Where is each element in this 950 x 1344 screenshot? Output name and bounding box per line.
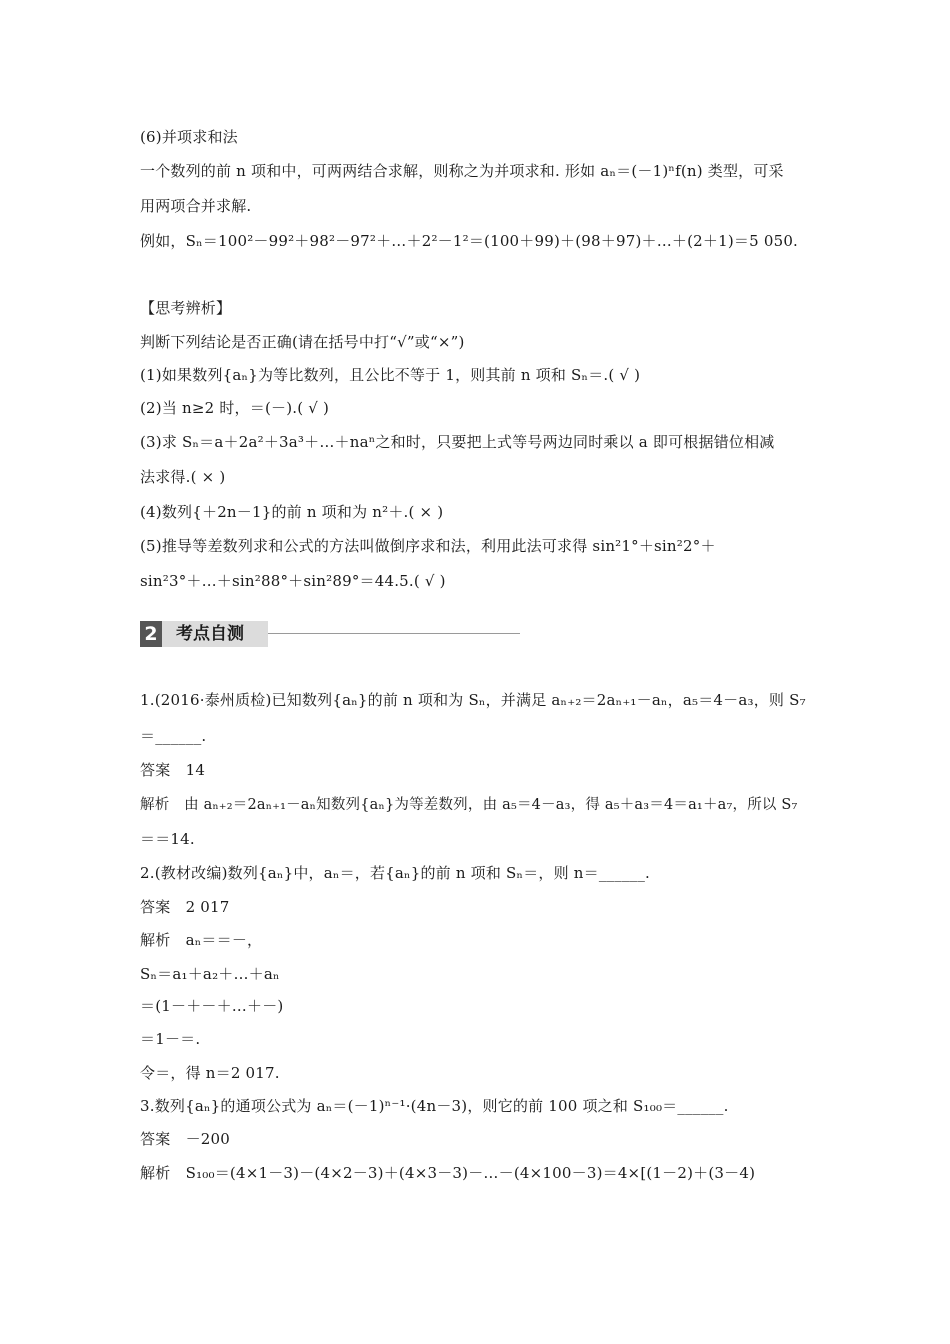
q3-answer: 答案 －200	[140, 1130, 231, 1148]
think-item-5: (5)推导等差数列求和公式的方法叫做倒序求和法，利用此法可求得 sin²1°＋sin²2°＋	[140, 537, 716, 555]
q2-answer: 答案 2 017	[140, 898, 230, 916]
section-number-badge: 2	[140, 621, 162, 647]
q1-analysis-line-2: ＝＝14.	[140, 830, 195, 848]
think-item-3-cont: 法求得.( × )	[140, 468, 226, 486]
q3-analysis-line-1: 解析 S₁₀₀＝(4×1－3)－(4×2－3)＋(4×3－3)－…－(4×100－3)＝4×[(1－2)＋(3－4)	[140, 1164, 756, 1182]
q3-stem: 3.数列{aₙ}的通项公式为 aₙ＝(－1)ⁿ⁻¹·(4n－3)，则它的前 100 项之和 S₁₀₀＝______.	[140, 1097, 729, 1115]
method-6-paragraph-line-1: 一个数列的前 n 项和中，可两两结合求解，则称之为并项求和. 形如 aₙ＝(－1)ⁿf(n) 类型，可采	[140, 162, 784, 180]
think-item-5-cont: sin²3°＋…＋sin²88°＋sin²89°＝44.5.( √ )	[140, 572, 446, 590]
q2-analysis-line-1: 解析 aₙ＝＝－，	[140, 931, 263, 949]
think-item-4: (4)数列{＋2n－1}的前 n 项和为 n²＋.( × )	[140, 503, 444, 521]
q1-stem-line-1: 1.(2016·泰州质检)已知数列{aₙ}的前 n 项和为 Sₙ，并满足 aₙ₊₂＝2aₙ₊₁－aₙ，a₅＝4－a₃，则 S₇	[140, 691, 806, 709]
q2-analysis-line-4: ＝1－＝.	[140, 1030, 201, 1048]
think-item-2: (2)当 n≥2 时，＝(－).( √ )	[140, 399, 330, 417]
think-item-3: (3)求 Sₙ＝a＋2a²＋3a³＋…＋naⁿ之和时，只要把上式等号两边同时乘以 a 即可根据错位相减	[140, 433, 775, 451]
q2-analysis-line-3: ＝(1－＋－＋…＋－)	[140, 997, 284, 1015]
think-heading: 【思考辨析】	[140, 299, 232, 317]
q2-stem: 2.(教材改编)数列{aₙ}中，aₙ＝，若{aₙ}的前 n 项和 Sₙ＝，则 n＝______.	[140, 864, 651, 882]
method-6-heading: (6)并项求和法	[140, 128, 238, 146]
think-item-1: (1)如果数列{aₙ}为等比数列，且公比不等于 1，则其前 n 项和 Sₙ＝.( √ )	[140, 366, 641, 384]
q2-analysis-line-5: 令＝，得 n＝2 017.	[140, 1064, 280, 1082]
q1-analysis-line-1: 解析 由 aₙ₊₂＝2aₙ₊₁－aₙ知数列{aₙ}为等差数列，由 a₅＝4－a₃，得 a₅＋a₃＝4＝a₁＋a₇，所以 S₇	[140, 797, 798, 813]
q1-stem-line-2: ＝______.	[140, 727, 207, 745]
q1-answer: 答案 14	[140, 761, 206, 779]
method-6-example: 例如，Sₙ＝100²－99²＋98²－97²＋…＋2²－1²＝(100＋99)＋(98＋97)＋…＋(2＋1)＝5 050.	[140, 232, 799, 250]
section-title: 考点自测	[176, 624, 244, 644]
method-6-paragraph-line-2: 用两项合并求解.	[140, 197, 252, 215]
think-intro: 判断下列结论是否正确(请在括号中打“√”或“×”)	[140, 333, 465, 351]
section-divider	[268, 633, 520, 634]
q2-analysis-line-2: Sₙ＝a₁＋a₂＋…＋aₙ	[140, 965, 280, 983]
